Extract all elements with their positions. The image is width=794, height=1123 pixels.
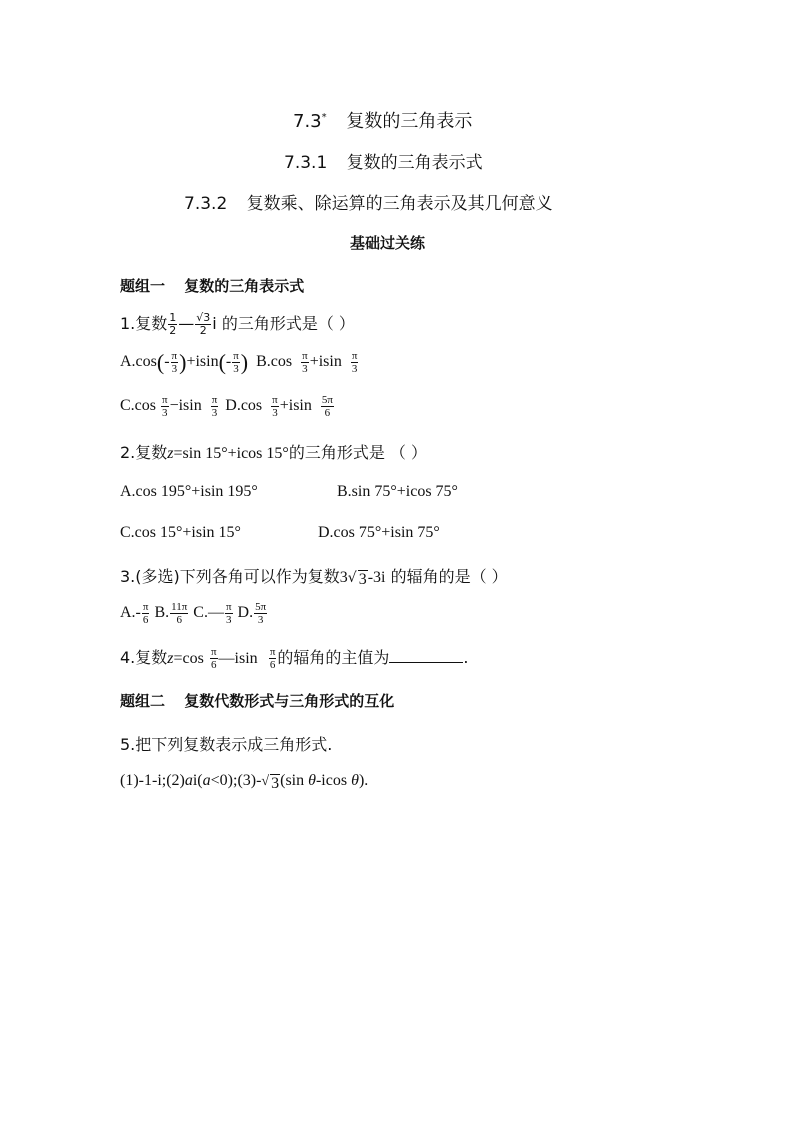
q3-option-a[interactable]: A.- $\frac{\pi}{6}$ [120, 601, 149, 626]
subtitle1-text: 复数的三角表示式 [346, 153, 483, 173]
q4-fraction-2: $\frac{\pi}{6}$ [269, 646, 276, 671]
q5-sqrt: √ 3 [261, 774, 280, 792]
q3-sqrt: √ 3 [347, 570, 367, 588]
q2-suffix: 的三角形式是 （ ） [288, 443, 427, 462]
section-title [293, 107, 472, 133]
subtitle1-number: 7.3.1 [284, 153, 328, 173]
title-star: * [321, 112, 327, 123]
q2-z: z [167, 445, 174, 462]
group2-text: 复数代数形式与三角形式的互化 [184, 692, 395, 710]
q1-suffix: 的三角形式是（ ） [221, 314, 355, 333]
q4-fraction-1: $\frac{\pi}{6}$ [210, 646, 217, 671]
practice-heading: 基础过关练 [350, 234, 426, 252]
q4-z: z [167, 650, 174, 667]
q3-prefix: 3.(多选)下列各角可以作为复数 [120, 567, 340, 586]
question-2 [120, 440, 427, 463]
q2-option-d[interactable]: D.cos 75°+isin 75° [318, 524, 440, 541]
q3-tail: -3i [367, 569, 386, 586]
group2-heading [120, 690, 394, 711]
q1-minus: — [178, 314, 195, 333]
q4-prefix: 4.复数 [120, 648, 168, 667]
q2-option-c[interactable]: C.cos 15°+isin 15° [120, 524, 241, 541]
subtitle2-text: 复数乘、除运算的三角表示及其几何意义 [246, 194, 553, 214]
subtitle2-number: 7.3.2 [184, 194, 228, 214]
q4-answer-blank[interactable] [389, 648, 463, 663]
group1-text: 复数的三角表示式 [184, 277, 305, 295]
q1-prefix: 1.复数 [120, 314, 168, 333]
q3-option-d[interactable]: D. $\frac{5\pi}{3}$ [237, 601, 267, 626]
q1-fraction-half: $\frac{1}{2}$ [169, 311, 177, 337]
q1-option-b[interactable]: B.cos $\frac{\pi}{3}$ +isin $\frac{\pi}{3}$ [256, 350, 358, 375]
q1-option-d[interactable]: D.cos $\frac{\pi}{3}$ +isin $\frac{5\pi}{6}$ [225, 394, 333, 419]
q2-prefix: 2.复数 [120, 443, 168, 462]
q3-coef: 3 [339, 569, 348, 586]
q3-options [120, 601, 268, 626]
question-3 [120, 564, 508, 589]
question-5-parts: (1)-1-i;(2)ai(a<0);(3)- √ 3 (sin θ-icos θ). [120, 772, 369, 792]
subsection-title-2 [184, 189, 553, 214]
q2-option-a[interactable]: A.cos 195°+isin 195° [120, 483, 258, 500]
question-5-stem: 5.把下列复数表示成三角形式. [120, 735, 333, 754]
q1-options-ab [120, 350, 359, 375]
q4-suffix: 的辐角的主值为 [277, 648, 390, 667]
q4-mid: —isin [218, 650, 258, 667]
group2-label: 题组二 [120, 692, 166, 710]
q3-option-c[interactable]: C.— $\frac{\pi}{3}$ [193, 601, 232, 626]
q3-suffix: 的辐角的是（ ） [390, 567, 508, 586]
q1-option-a[interactable]: A.cos(- $\frac{\pi}{3}$ )+isin(- $\frac{\pi}{3}$ ) [120, 349, 249, 375]
q1-option-c[interactable]: C.cos $\frac{\pi}{3}$ −isin $\frac{\pi}{3}$ [120, 394, 218, 419]
title-number: 7.3 [293, 111, 322, 132]
q1-fraction-sqrt3: $\frac{√3}{2}$ [196, 311, 211, 337]
question-1 [120, 311, 355, 337]
q1-options-cd [120, 394, 335, 419]
q4-eq: =cos [173, 650, 204, 667]
question-4: 4.复数z=cos $\frac{\pi}{6}$ —isin $\frac{\pi}{6}$ 的辐角的主值为 . [120, 646, 469, 671]
q2-expr: =sin 15°+icos 15° [173, 445, 289, 462]
q1-i: i [212, 314, 217, 333]
group1-heading [120, 275, 304, 296]
q2-option-b[interactable]: B.sin 75°+icos 75° [337, 483, 458, 500]
title-text: 复数的三角表示 [346, 111, 473, 132]
q3-option-b[interactable]: B. $\frac{11\pi}{6}$ [154, 601, 188, 626]
subsection-title-1 [284, 148, 483, 173]
group1-label: 题组一 [120, 277, 166, 295]
